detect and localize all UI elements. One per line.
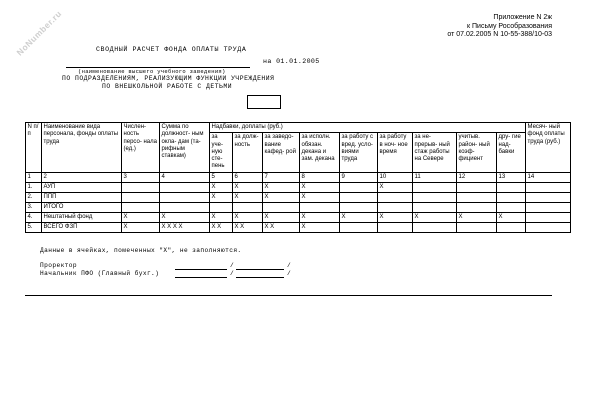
table-cell <box>122 202 160 212</box>
table-cell: X X X X <box>160 222 210 232</box>
appendix-block <box>447 14 552 40</box>
table-row <box>26 212 571 222</box>
col-header-salary: Сумма по должност- ным окла- дам (та- рифным ставкам) <box>160 123 210 173</box>
row-number: 4. <box>26 212 42 222</box>
table-cell <box>122 192 160 202</box>
table-cell: X <box>233 182 263 192</box>
subtitle-line-1: ПО ПОДРАЗДЕЛЕНИЯМ, РЕАЛИЗУЮЩИМ ФУНКЦИИ УЧРЕЖДЕНИЯ <box>62 75 275 82</box>
col-header-dean: за исполн. обязан. декана и зам. декана <box>300 133 340 172</box>
row-number: 1. <box>26 182 42 192</box>
table-cell <box>378 202 413 212</box>
table-cell <box>300 202 340 212</box>
table-cell: X <box>378 182 413 192</box>
signature-label-chief-accountant: Начальник ПФО (Главный бухг.) <box>40 270 160 277</box>
fund-table <box>25 122 571 233</box>
appendix-line-3: от 07.02.2005 N 10-55-388/10-03 <box>447 31 552 38</box>
col-number: 3 <box>122 172 160 182</box>
col-number: 14 <box>526 172 571 182</box>
signature-slash: / <box>230 270 234 277</box>
table-cell <box>526 202 571 212</box>
col-header-degree: за уче- ную сте- пень <box>210 133 233 172</box>
group-header-allowances: Надбавки, доплаты (руб.) <box>210 123 526 133</box>
watermark-text: NoNumber.ru <box>14 8 64 58</box>
table-cell <box>122 182 160 192</box>
table-row <box>26 192 571 202</box>
table-cell <box>340 192 378 202</box>
col-header-harmful: за работу с вред. усло- виями труда <box>340 133 378 172</box>
table-cell <box>526 212 571 222</box>
table-cell <box>526 192 571 202</box>
table-cell <box>263 202 300 212</box>
table-cell <box>526 182 571 192</box>
col-header-position: за долж- ность <box>233 133 263 172</box>
col-header-monthly-fund: Месяч- ный фонд оплаты труда (руб.) <box>526 123 571 173</box>
col-number: 13 <box>497 172 526 182</box>
table-cell <box>457 192 497 202</box>
table-cell <box>457 222 497 232</box>
table-row <box>26 222 571 232</box>
table-cell: X <box>233 192 263 202</box>
date-prefix: на <box>263 58 272 65</box>
table-cell: X <box>263 182 300 192</box>
table-cell <box>413 202 457 212</box>
table-cell <box>457 182 497 192</box>
table-cell: X <box>263 192 300 202</box>
signature-slash: / <box>287 262 291 269</box>
signature-slash: / <box>230 262 234 269</box>
table-cell <box>160 192 210 202</box>
row-number: 5. <box>26 222 42 232</box>
institution-name-caption: (наименование высшего учебного заведения) <box>78 68 226 75</box>
row-number: 3. <box>26 202 42 212</box>
col-header-night: за работу в ноч- ное время <box>378 133 413 172</box>
signature-slash: / <box>287 270 291 277</box>
table-cell: X X <box>263 222 300 232</box>
table-cell <box>497 202 526 212</box>
table-cell: X <box>300 222 340 232</box>
footnote: Данные в ячейках, помеченных "X", не заполняются. <box>40 247 242 254</box>
table-cell <box>413 182 457 192</box>
table-cell: X <box>210 182 233 192</box>
table-cell <box>340 182 378 192</box>
col-header-north: за не- прерыв- ный стаж работы на Севере <box>413 133 457 172</box>
subtitle-line-2: ПО ВНЕШКОЛЬНОЙ РАБОТЕ С ДЕТЬМИ <box>102 83 233 90</box>
col-number: 2 <box>42 172 122 182</box>
table-cell <box>210 202 233 212</box>
col-number: 5 <box>210 172 233 182</box>
table-cell <box>497 222 526 232</box>
table-cell <box>378 192 413 202</box>
row-name: Нештатный фонд <box>42 212 122 222</box>
table-cell <box>160 182 210 192</box>
appendix-line-2: к Письму Рособразования <box>467 22 552 30</box>
signature-line-prorector <box>175 269 227 270</box>
table-cell <box>413 222 457 232</box>
appendix-line-1: Приложение N 2ж <box>493 14 552 21</box>
col-number: 4 <box>160 172 210 182</box>
row-name: ВСЕГО ФЗП <box>42 222 122 232</box>
table-cell: X X <box>233 222 263 232</box>
bottom-rule <box>25 295 552 296</box>
code-box <box>247 95 281 109</box>
table-cell: X X <box>210 222 233 232</box>
table-cell: X <box>413 212 457 222</box>
table-cell: X <box>160 212 210 222</box>
col-header-n: N п/п <box>26 123 42 173</box>
table-row <box>26 182 571 192</box>
table-cell: X <box>300 192 340 202</box>
signature-name-line-chief-accountant <box>236 277 284 278</box>
col-number: 11 <box>413 172 457 182</box>
table-cell <box>497 182 526 192</box>
report-date: 01.01.2005 <box>276 58 320 65</box>
table-cell: X <box>300 212 340 222</box>
table-cell: X <box>122 222 160 232</box>
document-title: СВОДНЫЙ РАСЧЕТ ФОНДА ОПЛАТЫ ТРУДА <box>96 46 247 53</box>
col-header-name: Наименование вида персонала, фонды оплаты труда <box>42 123 122 173</box>
table-cell <box>457 202 497 212</box>
signature-name-line-prorector <box>236 269 284 270</box>
col-number: 10 <box>378 172 413 182</box>
table-cell <box>233 202 263 212</box>
col-number: 6 <box>233 172 263 182</box>
table-cell: X <box>457 212 497 222</box>
table-cell <box>378 222 413 232</box>
table-cell: X <box>378 212 413 222</box>
table-cell <box>340 202 378 212</box>
table-cell <box>526 222 571 232</box>
col-number: 8 <box>300 172 340 182</box>
col-number: 7 <box>263 172 300 182</box>
signature-label-prorector: Проректор <box>40 262 78 269</box>
table-cell <box>413 192 457 202</box>
col-header-count: Числен- ность персо- нала (ед.) <box>122 123 160 173</box>
table-header-row-1 <box>26 123 571 133</box>
col-number: 12 <box>457 172 497 182</box>
row-name: АУП <box>42 182 122 192</box>
row-name: ИТОГО <box>42 202 122 212</box>
table-cell: X <box>340 212 378 222</box>
col-header-other: дру- гие над- бавки <box>497 133 526 172</box>
table-cell: X <box>497 212 526 222</box>
col-header-regional: учитыв. район- ный коэф- фициент <box>457 133 497 172</box>
table-cell <box>340 222 378 232</box>
col-header-chair: за заведо- вание кафед- рой <box>263 133 300 172</box>
table-cell <box>497 192 526 202</box>
row-name: ППП <box>42 192 122 202</box>
table-cell: X <box>263 212 300 222</box>
column-number-row <box>26 172 571 182</box>
table-cell: X <box>210 212 233 222</box>
col-number: 9 <box>340 172 378 182</box>
col-number: 1 <box>26 172 42 182</box>
table-row <box>26 202 571 212</box>
table-cell: X <box>233 212 263 222</box>
table-cell: X <box>122 212 160 222</box>
table-cell <box>160 202 210 212</box>
date-line <box>263 58 320 65</box>
row-number: 2. <box>26 192 42 202</box>
table-cell: X <box>300 182 340 192</box>
table-cell: X <box>210 192 233 202</box>
table-body <box>26 182 571 232</box>
signature-line-chief-accountant <box>175 277 227 278</box>
